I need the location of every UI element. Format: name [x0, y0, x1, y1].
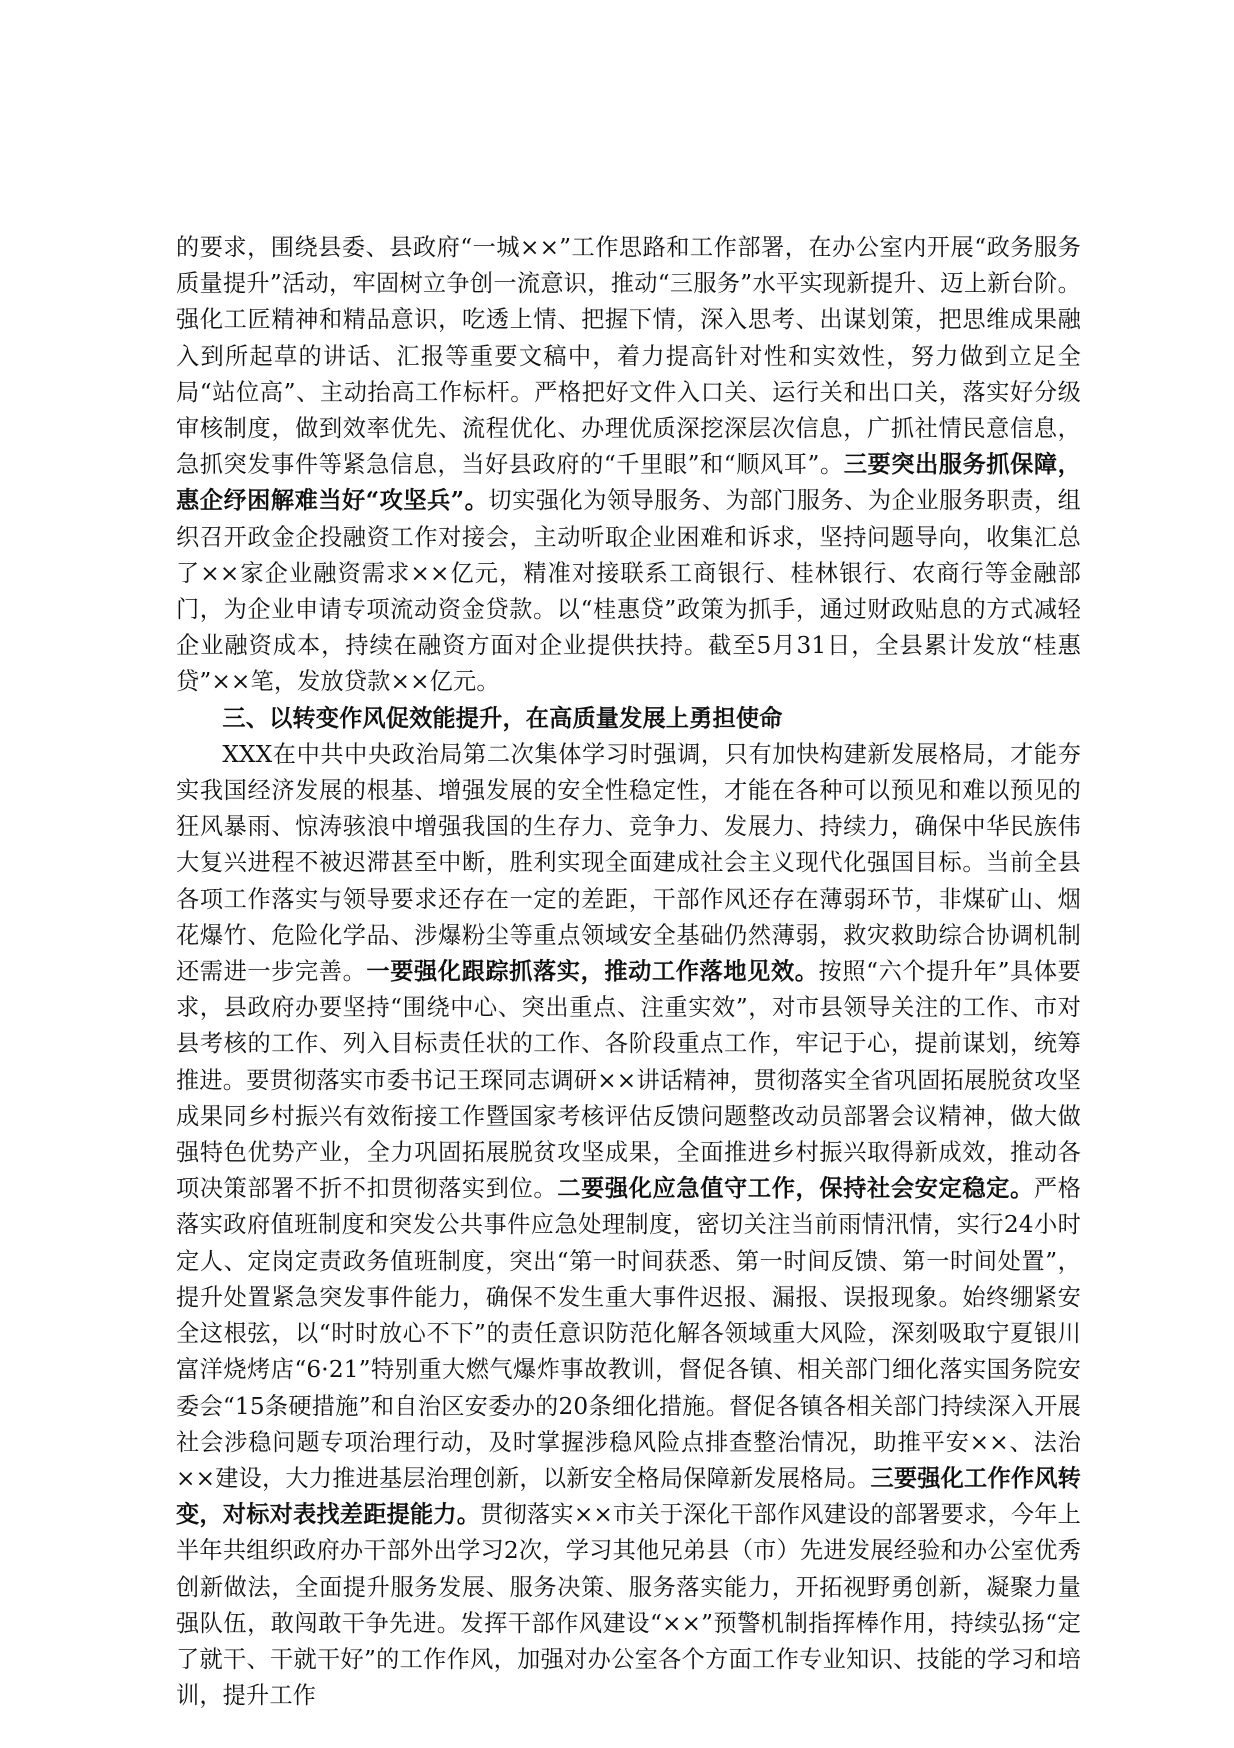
bold-lead-sentence: 二要强化应急值守工作，保持社会安定稳定。	[557, 1175, 1034, 1203]
paragraph-text: 按照“六个提升年”具体要求，县政府办要坚持“围绕中心、突出重点、注重实效”，对市县领导关注的工作、市对县考核的工作、列入目标责任状的工作、各阶段重点工作，牢记于心，提前谋划，统筹推进。要贯彻落实市委书记王琛同志调研××讲话精神，贯彻落实全省巩固拓展脱贫攻坚成果同乡村振兴有效衔接工作暨国家考核评估反馈问题整改动员部署会议精神，做大做强特色优势产业，全力巩固拓展脱贫攻坚成果，全面推进乡村振兴取得新成效，推动各项决策部署不折不扣贯彻落实到位。	[176, 958, 1081, 1203]
paragraph-text: XXX在中共中央政治局第二次集体学习时强调，只有加快构建新发展格局，才能夯实我国经济发展的根基、增强发展的安全性稳定性，才能在各种可以预见和难以预见的狂风暴雨、惊涛骇浪中增强我国的生存力、竞争力、发展力、持续力，确保中华民族伟大复兴进程不被迟滞甚至中断，胜利实现全面建成社会主义现代化强国目标。当前全县各项工作落实与领导要求还存在一定的差距，干部作风还存在薄弱环节，非煤矿山、烟花爆竹、危险化学品、涉爆粉尘等重点领域安全基础仍然薄弱，救灾救助综合协调机制还需进一步完善。	[176, 740, 1081, 986]
paragraph-section-three	[176, 737, 1081, 1714]
bold-lead-sentence: 一要强化跟踪抓落实，推动工作落地见效。	[366, 958, 819, 986]
bold-lead-sentence: 三要突出服务抓保障，惠企纾困解难当好“攻坚兵”。	[176, 451, 1081, 515]
paragraph-text: 严格落实政府值班制度和突发公共事件应急处理制度，密切关注当前雨情汛情，实行24小时定人、定岗定责政务值班制度，突出“第一时间获悉、第一时间反馈、第一时间处置”，提升处置紧急突发事件能力，确保不发生重大事件迟报、漏报、误报现象。始终绷紧安全这根弦，以“时时放心不下”的责任意识防范化解各领域重大风险，深刻吸取宁夏银川富洋烧烤店“6·21”特别重大燃气爆炸事故教训，督促各镇、相关部门细化落实国务院安委会“15条硬措施”和自治区安委办的20条细化措施。督促各镇各相关部门持续深入开展社会涉稳问题专项治理行动，及时掌握涉稳风险点排查整治情况，助推平安××、法治××建设，大力推进基层治理创新，以新安全格局保障新发展格局。	[176, 1175, 1081, 1492]
document-body	[176, 230, 1081, 1714]
paragraph-text: 的要求，围绕县委、县政府“一城××”工作思路和工作部署，在办公室内开展“政务服务质量提升”活动，牢固树立争创一流意识，推动“三服务”水平实现新提升、迈上新台阶。强化工匠精神和精品意识，吃透上情、把握下情，深入思考、出谋划策，把思维成果融入到所起草的讲话、汇报等重要文稿中，着力提高针对性和实效性，努力做到立足全局“站位高”、主动抬高工作标杆。严格把好文件入口关、运行关和出口关，落实好分级审核制度，做到效率优先、流程优化、办理优质深挖深层次信息，广抓社情民意信息，急抓突发事件等紧急信息，当好县政府的“千里眼”和“顺风耳”。	[176, 234, 1081, 479]
section-heading: 三、以转变作风促效能提升，在高质量发展上勇担使命	[222, 704, 783, 732]
paragraph-text: 切实强化为领导服务、为部门服务、为企业服务职责，组织召开政金企投融资工作对接会，主动听取企业困难和诉求，坚持问题导向，收集汇总了××家企业融资需求××亿元，精准对接联系工商银行、桂林银行、农商行等金融部门，为企业申请专项流动资金贷款。以“桂惠贷”政策为抓手，通过财政贴息的方式减轻企业融资成本，持续在融资方面对企业提供扶持。截至5月31日，全县累计发放“桂惠贷”××笔，发放贷款××亿元。	[176, 487, 1082, 696]
bold-lead-sentence: 三要强化工作作风转变，对标对表找差距提能力。	[176, 1464, 1081, 1529]
paragraph-continuation	[176, 230, 1081, 701]
paragraph-text: 贯彻落实××市关于深化干部作风建设的部署要求，今年上半年共组织政府办干部外出学习2次，学习其他兄弟县（市）先进发展经验和办公室优秀创新做法，全面提升服务发展、服务决策、服务落实能力，开拓视野勇创新，凝聚力量强队伍，敢闯敢干争先进。发挥干部作风建设“××”预警机制指挥棒作用，持续弘扬“定了就干、干就干好”的工作作风，加强对办公室各个方面工作专业知识、技能的学习和培训，提升工作	[176, 1501, 1081, 1710]
